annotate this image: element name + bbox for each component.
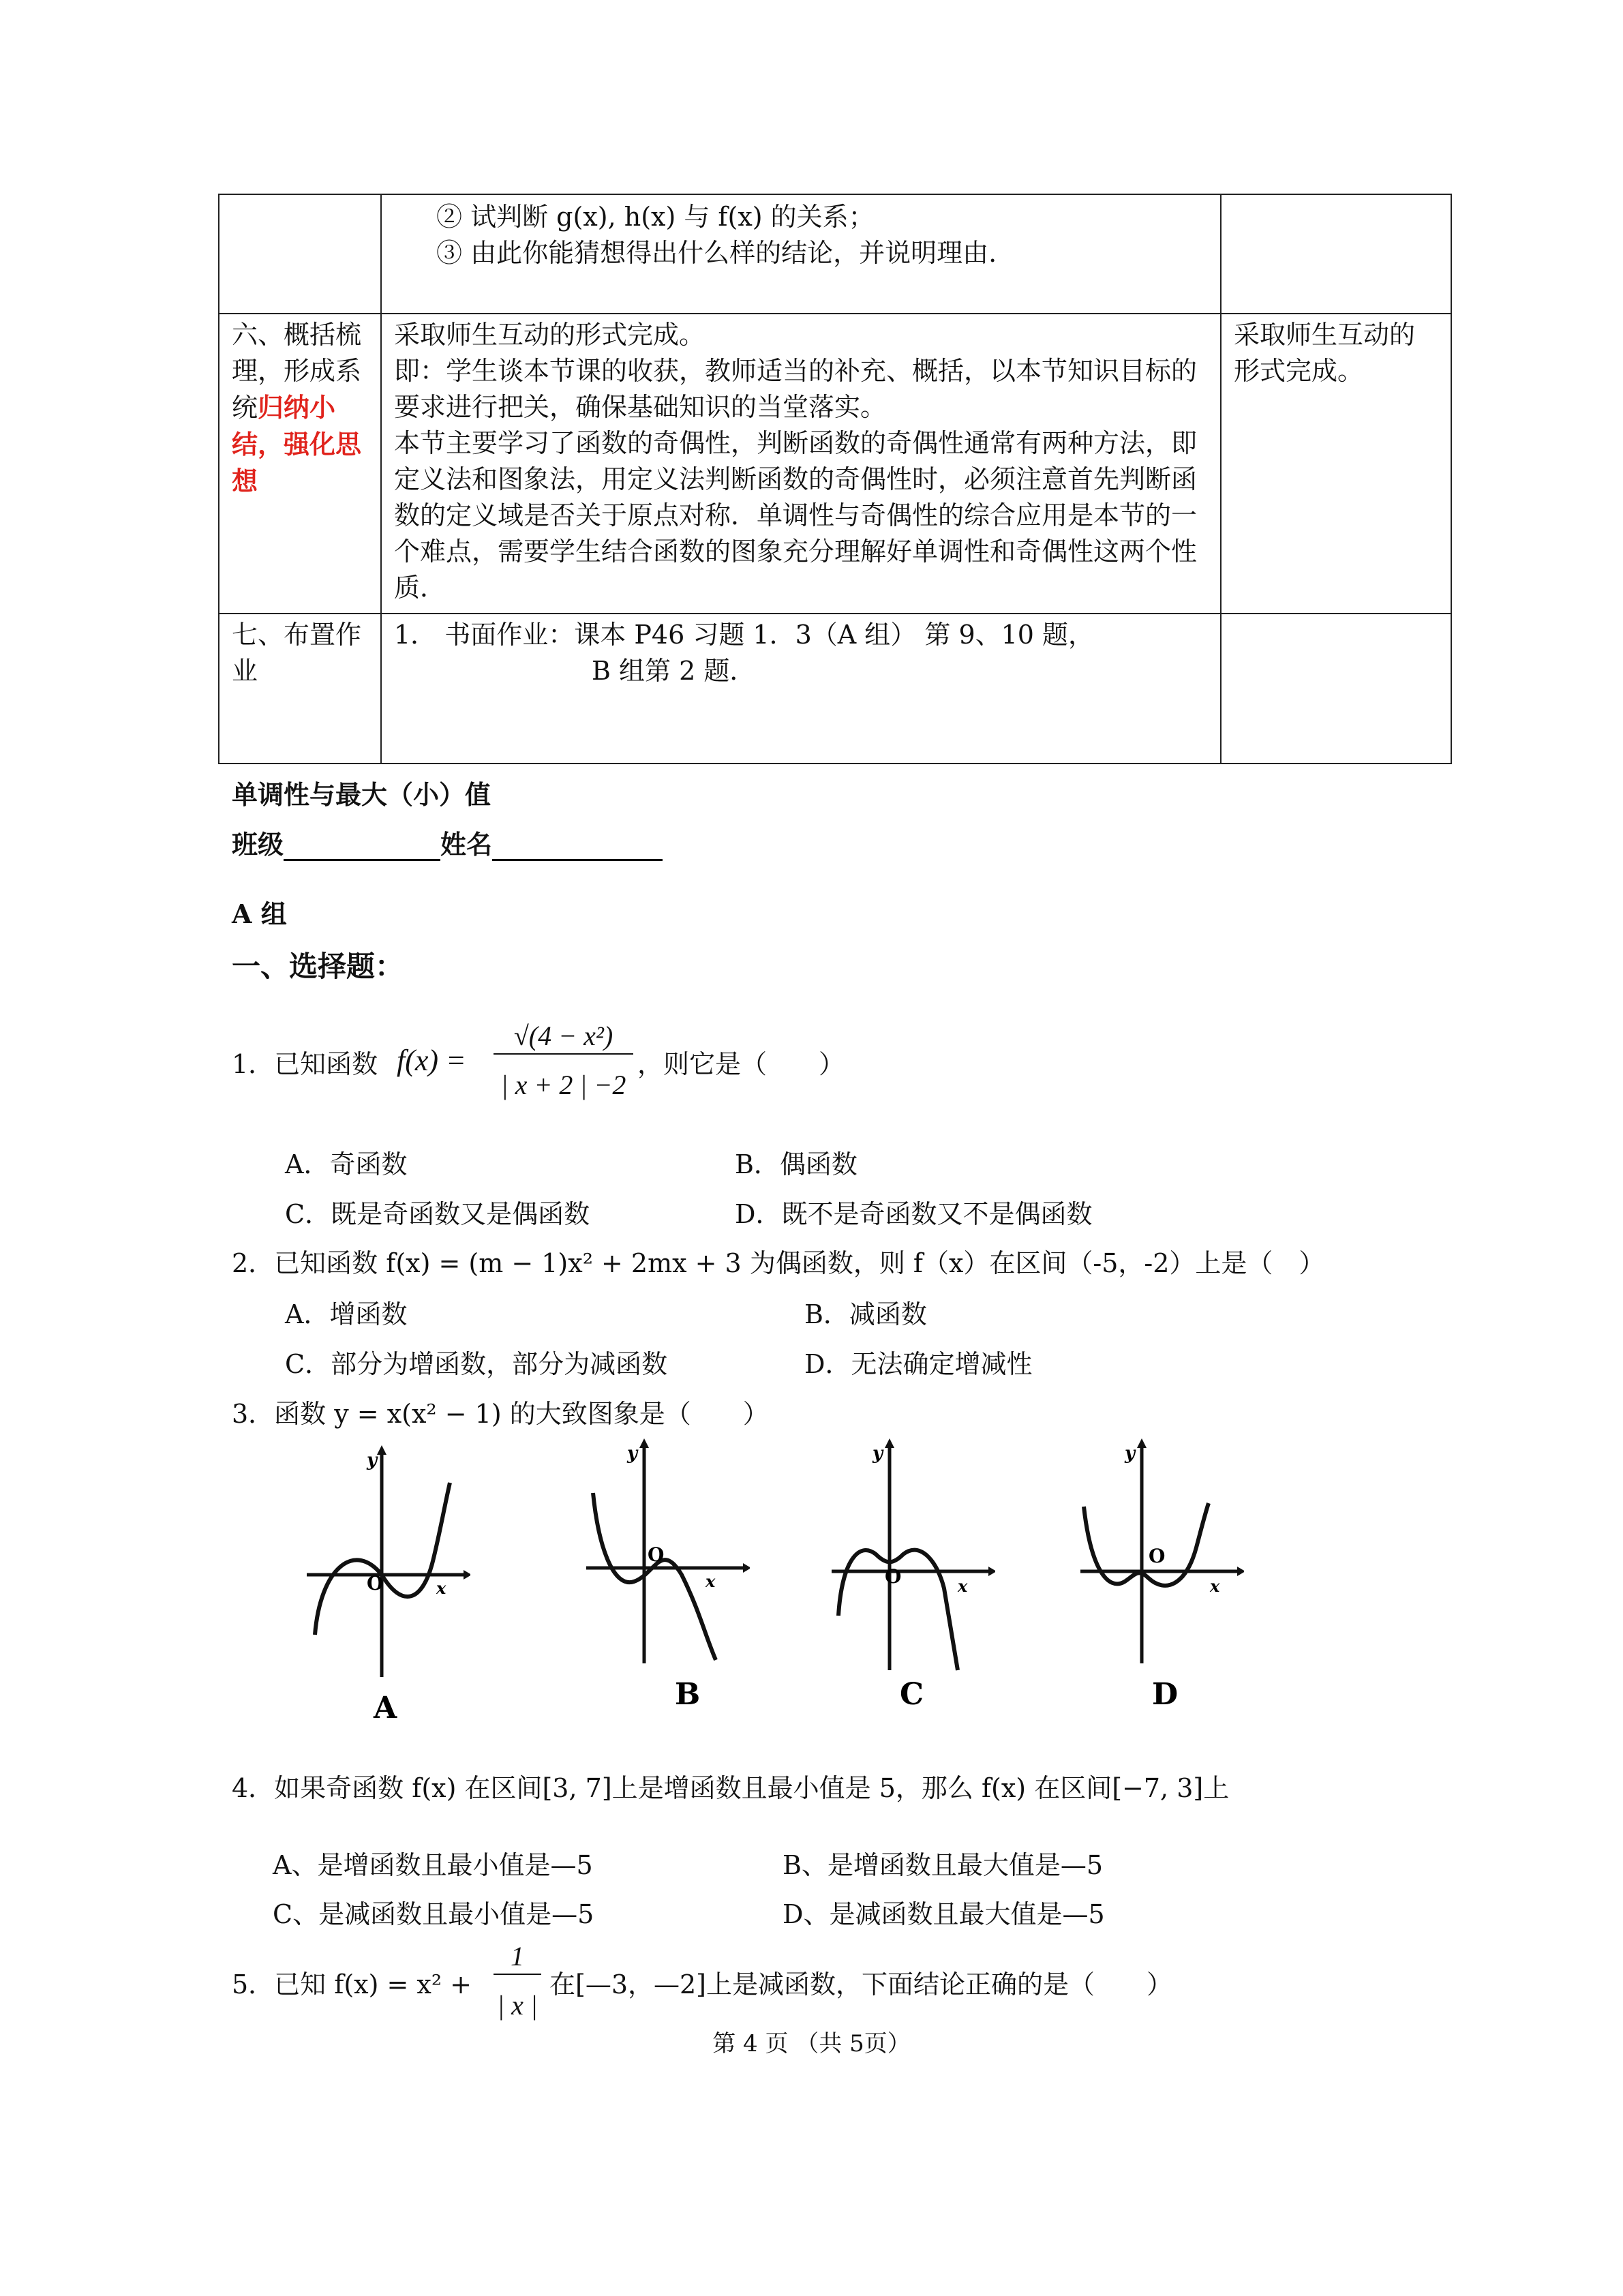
class-blank xyxy=(284,829,440,861)
item-2: ② 试判断 g(x), h(x) 与 f(x) 的关系； xyxy=(436,202,875,232)
student-info xyxy=(232,824,663,861)
section-title: 一、选择题： xyxy=(232,950,404,983)
axis-y-label: y xyxy=(627,1443,638,1464)
graph-a xyxy=(300,1445,470,1732)
question-1-option-a: A．奇函数 xyxy=(285,1149,408,1179)
question-4-stem: 4．如果奇函数 f(x) 在区间[3, 7]上是增函数且最小值是 5，那么 f(x) 在区间[−7, 3]上 xyxy=(232,1773,1230,1803)
name-label: 姓名 xyxy=(440,829,493,860)
question-1-option-d: D．既不是奇函数又不是偶函数 xyxy=(735,1199,1093,1229)
stage-label: 六、概括梳理，形成系统 xyxy=(232,320,362,423)
question-2-stem: 2．已知函数 f(x) = (m − 1)x² + 2mx + 3 为偶函数，则 f（x）在区间（-5，-2）上是（ ） xyxy=(232,1248,1325,1278)
question-2-option-a: A．增函数 xyxy=(285,1299,408,1329)
origin-label: O xyxy=(885,1565,902,1588)
paragraph: 即：学生谈本节课的收获，教师适当的补充、概括，以本节知识目标的要求进行把关，确保基础知识的当堂落实。 xyxy=(394,356,1198,422)
question-2-option-c: C．部分为增函数，部分为减函数 xyxy=(285,1349,668,1379)
axis-x-label: x xyxy=(436,1578,446,1598)
axis-y-label: y xyxy=(873,1443,883,1464)
question-1-stem: 1．已知函数 xyxy=(232,1049,378,1079)
graph-d xyxy=(1074,1438,1244,1725)
homework-line: B 组第 2 题． xyxy=(592,656,756,686)
question-1-denominator: | x + 2 | −2 xyxy=(500,1070,626,1100)
homework-line: 1． 书面作业：课本 P46 习题 1．3（A 组） 第 9、10 题， xyxy=(394,620,1095,650)
table-row xyxy=(219,314,1451,614)
question-5-tail: 在[—3，—2]上是减函数，下面结论正确的是（ ） xyxy=(549,1969,1173,1999)
page-footer: 第 4 页 （共 5页） xyxy=(712,2030,911,2057)
question-3-stem: 3．函数 y = x(x² − 1) 的大致图象是（ ） xyxy=(232,1399,769,1429)
table-cell-content xyxy=(381,194,1221,314)
question-4-option-d: D、是减函数且最大值是—5 xyxy=(783,1899,1105,1929)
table-cell-label: 七、布置作业 xyxy=(219,614,381,764)
graph-label-c: C xyxy=(900,1677,924,1712)
axis-y-label: y xyxy=(1125,1443,1136,1464)
class-label: 班级 xyxy=(232,829,284,860)
origin-label: O xyxy=(367,1572,384,1595)
question-1-option-c: C．既是奇函数又是偶函数 xyxy=(285,1199,590,1229)
paragraph: 本节主要学习了函数的奇偶性，判断函数的奇偶性通常有两种方法，即定义法和图象法，用定义法判断函数的奇偶性时，必须注意首先判断函数的定义域是否关于原点对称．单调性与奇偶性的综合应用是本节的一个难点，需要学生结合函数的图象充分理解好单调性和奇偶性这两个性质． xyxy=(394,428,1198,603)
question-5-numerator: 1 xyxy=(494,1940,541,1975)
table-cell-label xyxy=(219,194,381,314)
table-cell-note xyxy=(1221,194,1451,314)
origin-label: O xyxy=(1149,1545,1166,1567)
question-4-option-c: C、是减函数且最小值是—5 xyxy=(273,1899,594,1929)
graph-label-b: B xyxy=(675,1677,701,1712)
item-3: ③ 由此你能猜想得出什么样的结论，并说明理由. xyxy=(436,238,997,268)
axis-x-label: x xyxy=(958,1576,968,1596)
question-5-denominator: | x | xyxy=(497,1990,538,2021)
question-1-fx: f(x) = xyxy=(397,1044,466,1077)
group-label: A 组 xyxy=(232,898,287,929)
axis-y-label: y xyxy=(367,1450,378,1470)
axis-x-label: x xyxy=(706,1571,716,1591)
question-4-option-b: B、是增函数且最大值是—5 xyxy=(783,1850,1104,1880)
table-cell-content xyxy=(381,614,1221,764)
question-2-option-b: B．减函数 xyxy=(804,1299,927,1329)
question-1-option-b: B．偶函数 xyxy=(735,1149,858,1179)
worksheet-title: 单调性与最大（小）值 xyxy=(232,779,491,810)
axis-x-label: x xyxy=(1210,1576,1220,1596)
paragraph: 采取师生互动的形式完成。 xyxy=(394,320,706,350)
question-1-numerator: √(4 − x²) xyxy=(494,1020,633,1055)
graph-label-d: D xyxy=(1152,1677,1179,1712)
question-2-option-d: D．无法确定增减性 xyxy=(804,1349,1033,1379)
table-cell-note: 采取师生互动的形式完成。 xyxy=(1221,314,1451,614)
question-5-stem: 5．已知 f(x) = x² + xyxy=(232,1969,472,1999)
graph-label-a: A xyxy=(374,1691,397,1725)
question-1-tail: ，则它是（ ） xyxy=(637,1049,845,1079)
graph-c xyxy=(825,1438,995,1725)
table-cell-note xyxy=(1221,614,1451,764)
lesson-plan-table xyxy=(218,194,1452,764)
graph-b xyxy=(579,1438,750,1725)
table-row xyxy=(219,194,1451,314)
table-row xyxy=(219,614,1451,764)
origin-label: O xyxy=(648,1543,665,1566)
question-4-option-a: A、是增函数且最小值是—5 xyxy=(273,1850,593,1880)
stage-label-highlight: 归纳小结，强化思想 xyxy=(232,392,362,496)
name-blank xyxy=(492,829,663,861)
table-cell-label xyxy=(219,314,381,614)
table-cell-content xyxy=(381,314,1221,614)
